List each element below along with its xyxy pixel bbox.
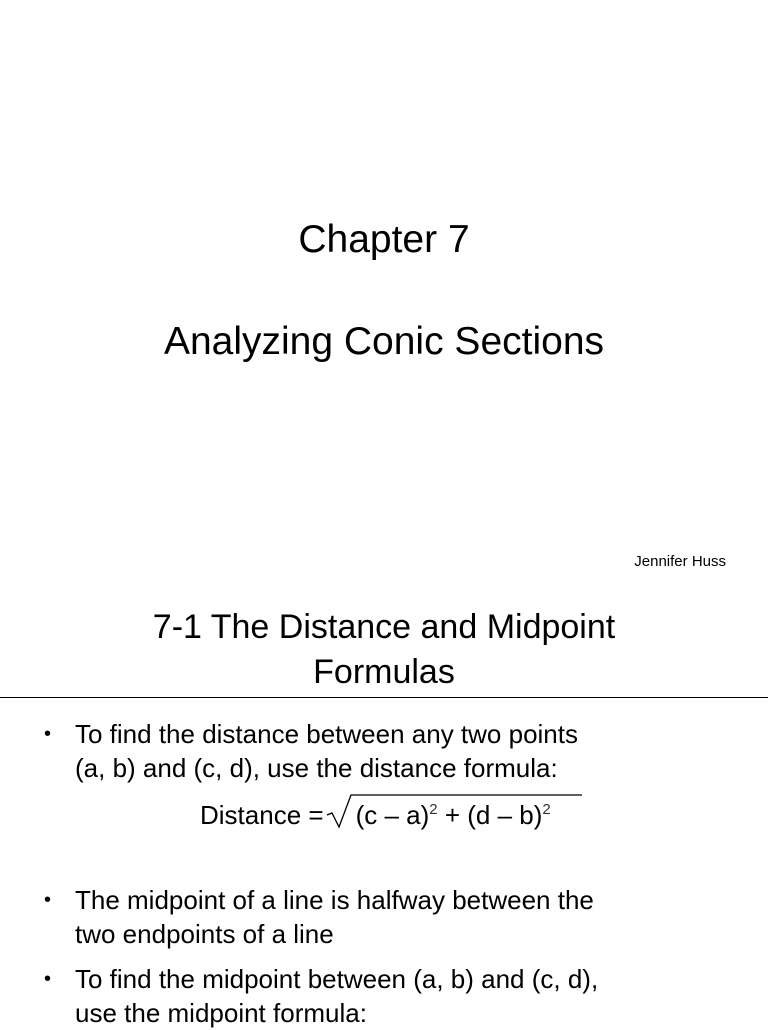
radical (324, 790, 551, 835)
square-root-icon (324, 793, 584, 829)
distance-formula (200, 790, 551, 835)
bullet-item (44, 962, 744, 1030)
section-title (0, 605, 768, 695)
formula-term: (d – b) (467, 800, 543, 830)
formula-label: Distance = (200, 800, 324, 830)
bullet-icon: • (44, 968, 52, 990)
bullet-text-line: To find the midpoint between (a, b) and (c, d), (75, 964, 599, 994)
bullet-item (44, 883, 744, 951)
bullet-text-line: use the midpoint formula: (75, 998, 367, 1028)
formula-exponent: 2 (542, 801, 551, 818)
formula-term: (c – a) (355, 800, 430, 830)
bullet-text-line: (a, b) and (c, d), use the distance formula: (75, 753, 558, 783)
bullet-text-line: To find the distance between any two points (75, 719, 578, 749)
formula-operator: + (437, 800, 468, 830)
formula-exponent: 2 (429, 801, 438, 818)
section-title-line2: Formulas (313, 653, 455, 691)
bullet-text-line: two endpoints of a line (75, 919, 334, 949)
bullet-icon: • (44, 723, 52, 745)
author-name: Jennifer Huss (634, 553, 726, 570)
slide-divider (0, 697, 768, 698)
bullet-text-line: The midpoint of a line is halfway between the (75, 885, 594, 915)
chapter-subtitle: Analyzing Conic Sections (163, 320, 605, 363)
bullet-icon: • (44, 889, 52, 911)
chapter-title: Chapter 7 (298, 218, 470, 261)
section-title-line1: 7-1 The Distance and Midpoint (152, 608, 616, 646)
bullet-item (44, 717, 744, 785)
